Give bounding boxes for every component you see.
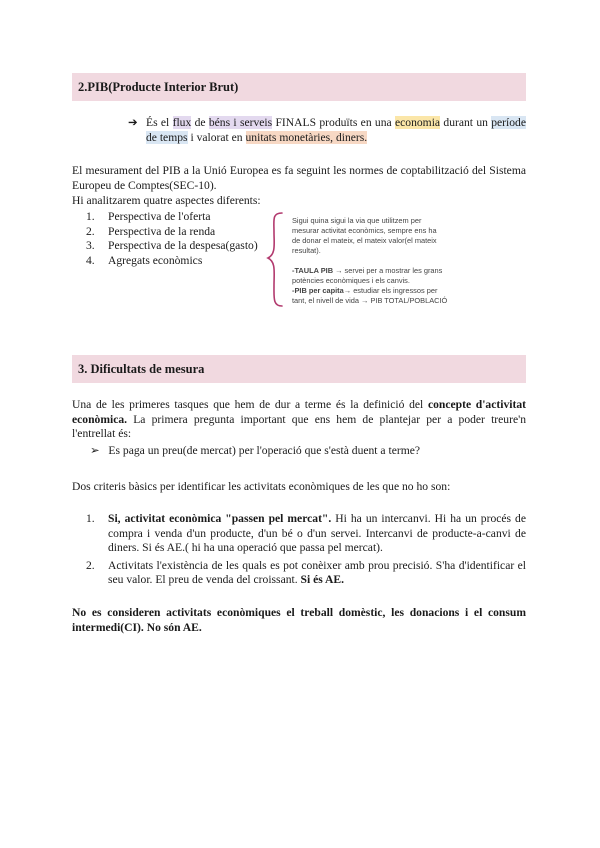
aspectes-paragraph: Hi analitzarem quatre aspectes diferents: <box>72 194 261 207</box>
list-number: 4. <box>86 253 95 267</box>
note-taula <box>292 266 492 276</box>
section-title: 2.PIB(Producte Interior Brut) <box>78 79 239 94</box>
list-text: Perspectiva de l'oferta <box>108 210 211 223</box>
text-run: de <box>191 116 209 129</box>
curly-brace-icon <box>264 210 288 310</box>
list-text <box>108 512 526 556</box>
question-bullet <box>90 444 526 459</box>
highlight-economia: economia <box>395 116 441 129</box>
mesurament-paragraph: El mesurament del PIB a la Unió Europea es fa seguint les normes de coptabilització del Sistema Europeu de Comptes(SEC-10). <box>72 164 526 192</box>
note-bold: -TAULA PIB <box>292 266 334 275</box>
list-item <box>86 254 258 269</box>
highlight-flux: flux <box>172 116 192 129</box>
list-text: Agregats econòmics <box>108 253 203 267</box>
aspectes-list <box>86 210 258 268</box>
note-line: mesurar activitat econòmics, sempre ens ha <box>292 226 437 235</box>
arrow-right-icon: ➔ <box>128 116 138 129</box>
note-bold: -PIB per capita <box>292 286 344 295</box>
note-line: potències econòmiques i els canvis. <box>292 276 410 285</box>
text-run: És el <box>146 116 173 129</box>
list-number: 3. <box>86 239 95 253</box>
text-run: Una de les primeres tasques que hem de dur a terme és la definició del <box>72 398 428 411</box>
text-run: Hi ha un intercanvi. Hi ha un procés de compra i venda d'un producte, d'un bé o d'un servei. Intercanvi de producte-a-canvi de diners. Si és AE.( hi ha una operació que passa pel mercat). <box>108 512 526 555</box>
note-capita <box>292 286 492 296</box>
note-line: de donar el mateix, el mateix valor(el mateix <box>292 236 437 245</box>
text-run: FINALS produïts en una <box>272 116 395 129</box>
note-line: tant, el nivell de vida → PIB TOTAL/POBLACIÓ <box>292 296 448 305</box>
list-item <box>86 239 258 254</box>
section-header-pib <box>72 73 526 101</box>
bold-run: concepte d'activitat econòmica. <box>72 398 526 426</box>
list-item <box>86 225 258 240</box>
note-text: → estudiar els ingressos per <box>343 286 438 295</box>
highlight-bens: béns i serveis <box>208 116 273 129</box>
side-note <box>292 216 492 306</box>
highlight-periode: període de temps <box>146 116 526 144</box>
text-run: durant un <box>440 116 492 129</box>
bullet-arrow-icon: ➢ <box>90 444 100 457</box>
text-run: Activitats l'existència de les quals es pot conèixer amb prou precisió. S'ha d'identificar el seu valor. El preu de venda del croissant. <box>108 558 526 587</box>
text-run: La primera pregunta important que ens hem de plantejar per a poder treure'n l'entrellat és: <box>72 412 526 440</box>
note-line: resultat). <box>292 246 321 255</box>
list-text <box>108 559 526 588</box>
text-run: i valorat en <box>187 131 246 144</box>
highlight-unitats: unitats monetàries, diners. <box>245 131 368 144</box>
section-title: 3. Dificultats de mesura <box>78 361 205 376</box>
intro-paragraph <box>72 398 526 442</box>
bullet-text: Es paga un preu(de mercat) per l'operació que s'està duent a terme? <box>108 444 421 457</box>
criteria-paragraph: Dos criteris bàsics per identificar les activitats econòmiques de les que no ho son: <box>72 480 451 493</box>
bold-run: Si, activitat econòmica "passen pel mercat". <box>108 512 332 525</box>
note-line: Sigui quina sigui la via que utilitzem per <box>292 216 422 225</box>
section-header-dificultats <box>72 355 526 383</box>
bold-run: Si és AE. <box>300 573 345 587</box>
conclusion-paragraph: No es consideren activitats econòmiques el treball domèstic, les donacions i el consum intermedi(CI). No són AE. <box>72 606 526 634</box>
list-number: 1. <box>86 512 95 525</box>
list-text: Perspectiva de la despesa(gasto) <box>108 239 258 253</box>
definition-text <box>146 115 526 145</box>
list-text: Perspectiva de la renda <box>108 224 216 238</box>
list-item <box>86 559 526 588</box>
list-number: 2. <box>86 558 95 572</box>
note-text: → servei per a mostrar les grans <box>333 266 443 275</box>
list-item <box>86 210 258 225</box>
criteria-list <box>86 512 526 591</box>
list-number: 1. <box>86 210 95 223</box>
pib-definition <box>128 115 526 145</box>
list-number: 2. <box>86 224 95 238</box>
list-item <box>86 512 526 556</box>
